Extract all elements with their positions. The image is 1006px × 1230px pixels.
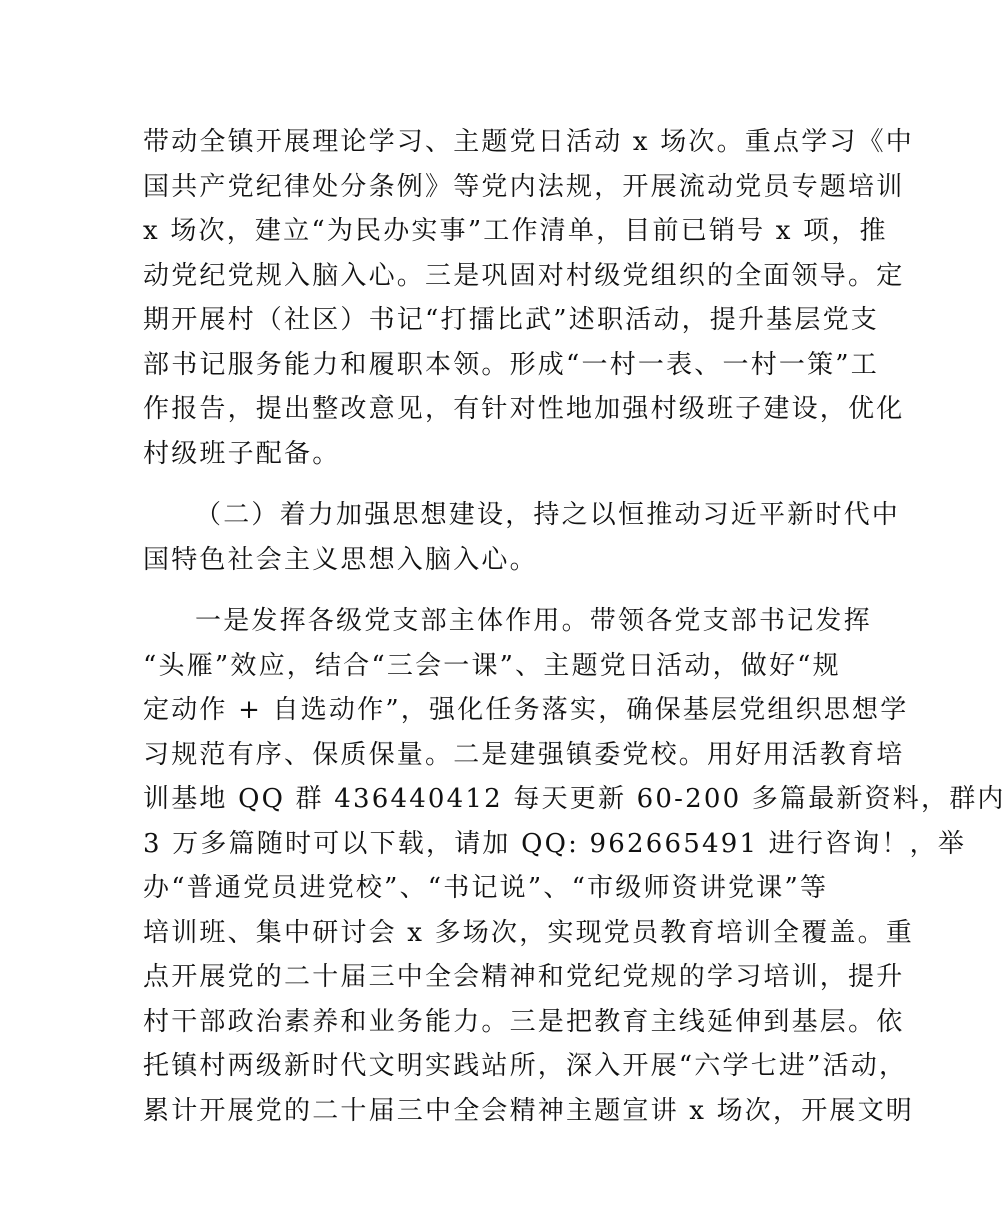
text-line: “头雁”效应，结合“三会一课”、主题党日活动，做好“规 xyxy=(143,650,841,681)
text-line: 习规范有序、保质保量。二是建强镇委党校。用好用活教育培 xyxy=(143,739,905,770)
body-text xyxy=(143,120,1006,1133)
heading-line: （二）着力加强思想建设，持之以恒推动习近平新时代中 xyxy=(195,500,901,530)
text-line: 动党纪党规入脑入心。三是巩固对村级党组织的全面领导。定 xyxy=(143,260,905,291)
section-heading xyxy=(143,493,901,582)
paragraph-1 xyxy=(143,120,914,476)
text-line: 训基地 QQ 群 436440412 每天更新 60-200 多篇最新资料，群内 xyxy=(143,784,1006,814)
text-line: 作报告，提出整改意见，有针对性地加强村级班子建设，优化 xyxy=(143,394,905,424)
text-line: 村级班子配备。 xyxy=(143,438,341,469)
heading-line: 国特色社会主义思想入脑入心。 xyxy=(143,544,538,575)
text-line: x 场次，建立“为民办实事”工作清单，目前已销号 x 项，推 xyxy=(143,216,888,246)
text-line: 点开展党的二十届三中全会精神和党纪党规的学习培训，提升 xyxy=(143,962,905,992)
text-line: 托镇村两级新时代文明实践站所，深入开展“六学七进”活动， xyxy=(143,1051,908,1081)
text-line: 一是发挥各级党支部主体作用。带领各党支部书记发挥 xyxy=(195,606,872,636)
text-line: 期开展村（社区）书记“打擂比武”述职活动，提升基层党支 xyxy=(143,305,879,335)
text-line: 3 万多篇随时可以下载，请加 QQ: 962665491 进行咨询！，举 xyxy=(143,828,967,859)
text-line: 培训班、集中研讨会 x 多场次，实现党员教育培训全覆盖。重 xyxy=(143,917,914,948)
text-line: 办“普通党员进党校”、“书记说”、“市级师资讲党课”等 xyxy=(143,873,829,903)
text-line: 定动作 + 自选动作”，强化任务落实，确保基层党组织思想学 xyxy=(143,695,909,725)
text-line: 累计开展党的二十届三中全会精神主题宣讲 x 场次，开展文明 xyxy=(143,1095,914,1126)
paragraph-3 xyxy=(143,599,1006,1133)
text-line: 村干部政治素养和业务能力。三是把教育主线延伸到基层。依 xyxy=(143,1006,905,1037)
text-line: 部书记服务能力和履职本领。形成“一村一表、一村一策”工 xyxy=(143,349,879,380)
text-line: 带动全镇开展理论学习、主题党日活动 x 场次。重点学习《中 xyxy=(143,127,914,157)
text-line: 国共产党纪律处分条例》等党内法规，开展流动党员专题培训 xyxy=(143,171,905,202)
